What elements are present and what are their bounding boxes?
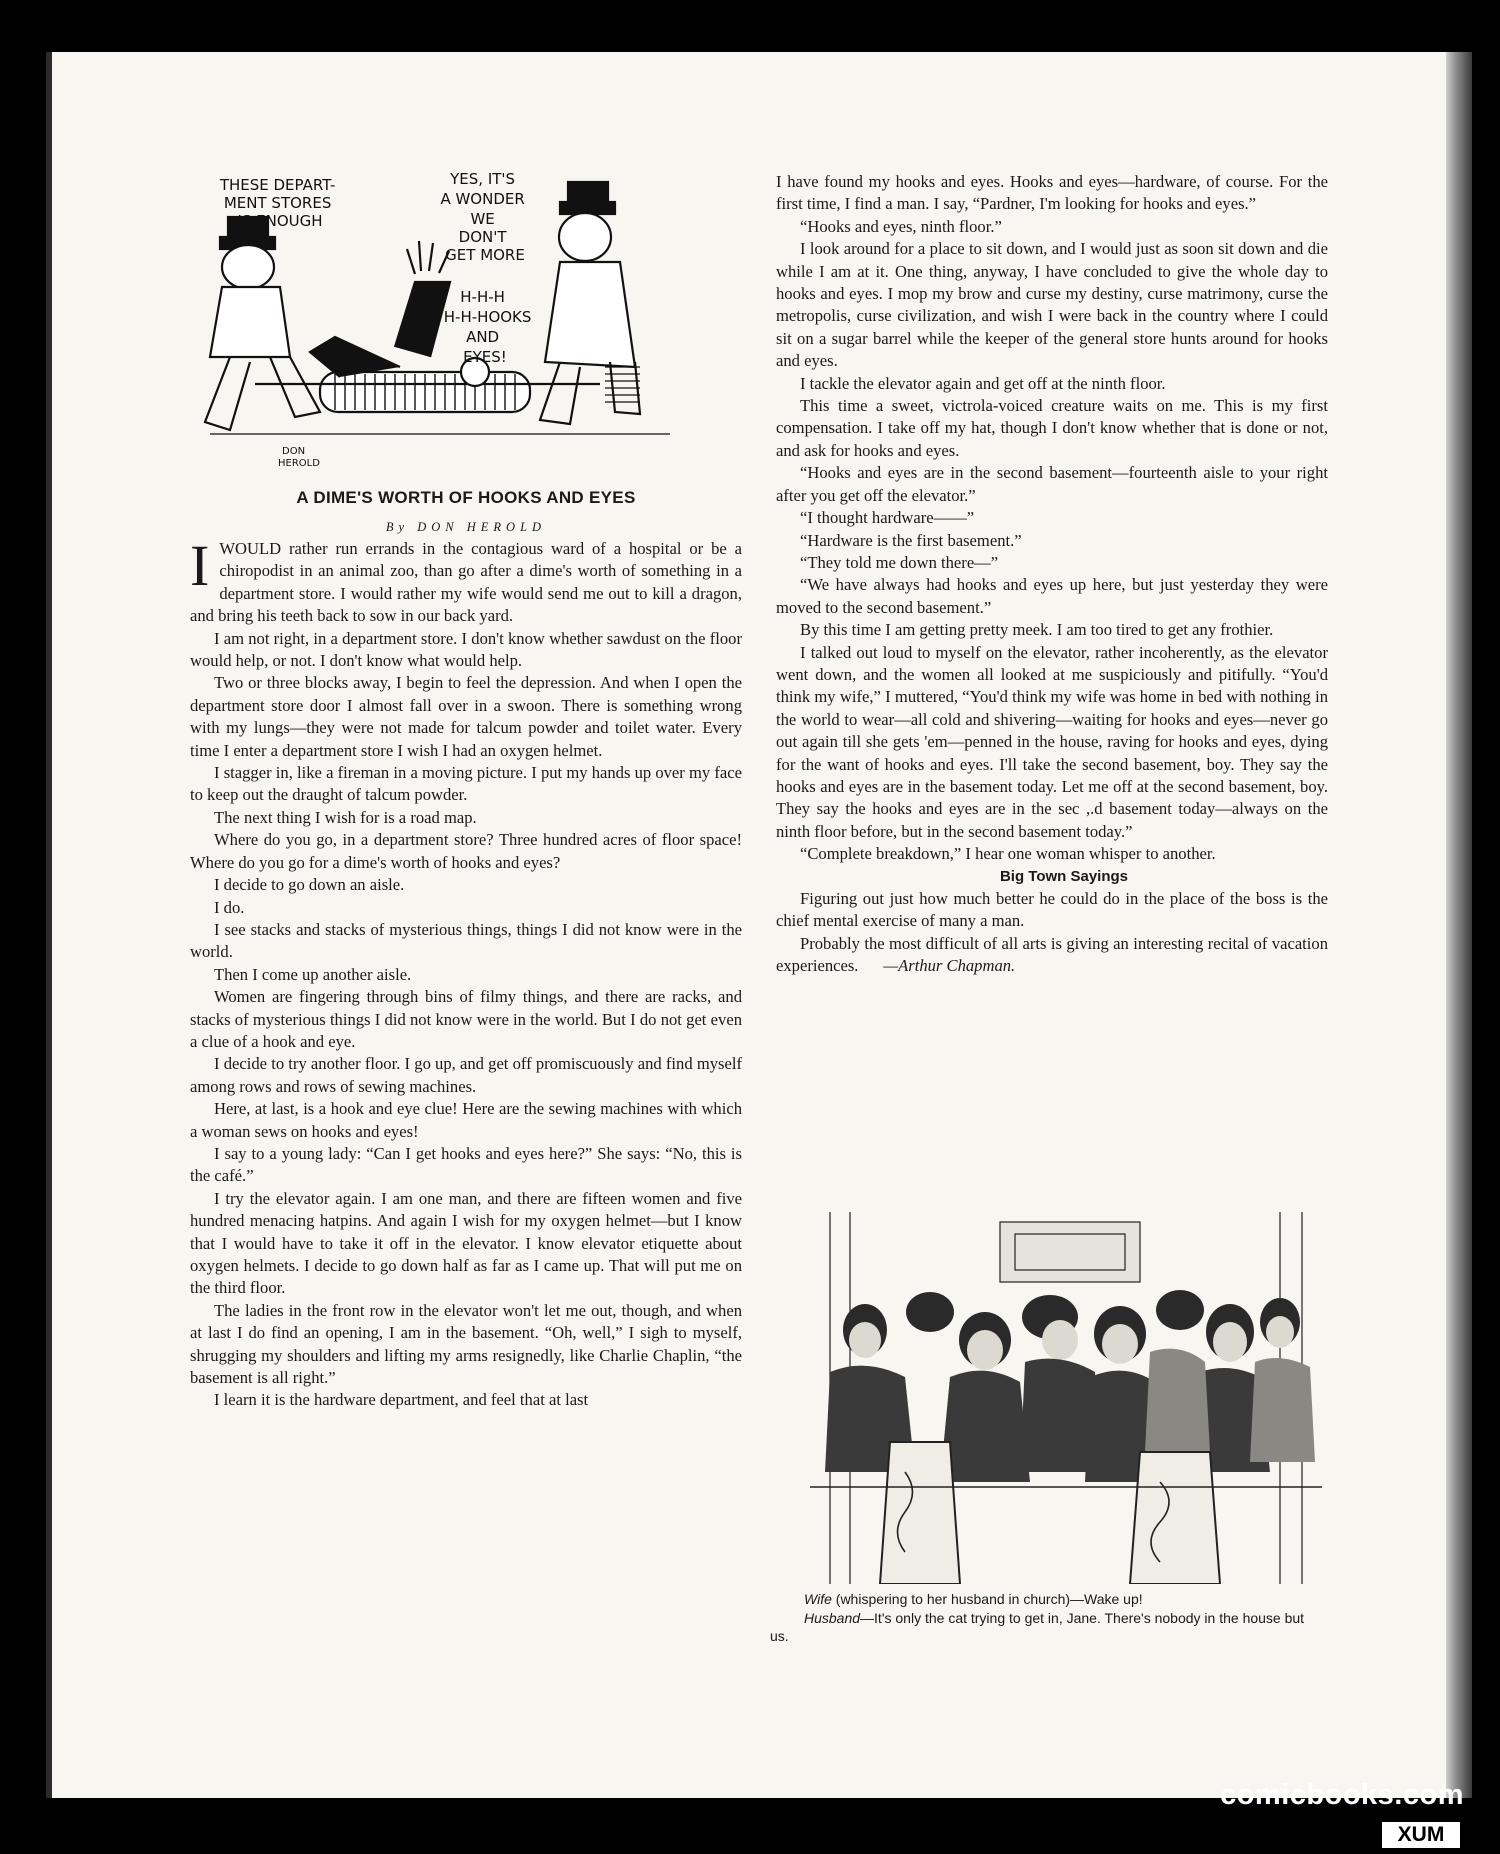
page-edge	[1446, 52, 1472, 1798]
saying: Figuring out just how much better he could do in the place of the boss is the chief mental exercise of many a man.	[776, 889, 1328, 931]
paragraph: “I thought hardware——”	[800, 508, 975, 528]
paragraph: I say to a young lady: “Can I get hooks and eyes here?” She says: “No, this is the café.”	[190, 1143, 742, 1186]
paragraph: Women are fingering through bins of filmy things, and there are racks, and stacks of mysterious things I did not know were in the world. But I do not get even a clue of a hook and eye.	[190, 987, 742, 1051]
paragraph: I tackle the elevator again and get off at the ninth floor.	[800, 373, 1166, 393]
paragraph: The ladies in the front row in the elevator won't let me out, though, and when at last I do find an opening, I am in the basement. “Oh, well,” I sigh to myself, shrugging my shoulders and lifting my arms resignedly, like Charlie Chaplin, “the basement is all right.”	[190, 1300, 742, 1388]
paragraph: I am not right, in a department store. I don't know whether sawdust on the floor would help, or not. I don't know what would help.	[190, 628, 742, 671]
caption-line: Husband—It's only the cat trying to get in, Jane. There's nobody in the house but us.	[770, 1609, 1305, 1644]
paragraph: I talked out loud to myself on the elevator, rather incoherently, as the elevator went down, and the women all looked at me suspiciously and pitifully. “You'd think my wife,” I muttered, “You'd think my wife was home in bed with nothing in the world to wear—all cold and shivering—waiting for hooks and eyes—never go out again till she gets 'em—penned in the house, raving for hooks and eyes, dying for the want of hooks and eyes. I'll take the second basement, boy. They say the hooks and eyes are in the basement today. Let me off at the second basement, boy. They say the hooks and eyes are in the sec ,.d basement today—always on the ninth floor before, but in the second basement today.”	[776, 642, 1328, 841]
sayings-title: Big Town Sayings	[999, 867, 1129, 885]
paragraph: I learn it is the hardware department, and feel that at last	[214, 1390, 589, 1410]
article-byline: By DON HEROLD	[385, 520, 547, 534]
church-cartoon	[810, 1212, 1322, 1584]
paragraph: I decide to go down an aisle.	[214, 875, 405, 895]
paragraph: “They told me down there—”	[800, 552, 999, 572]
right-column	[776, 171, 1328, 978]
paragraph: I look around for a place to sit down, and I would just as soon sit down and die while I am at it. One thing, anyway, I have concluded to give the whole day to hooks and eyes. I mop my brow and curse my destiny, curse matrimony, curse the metropolis, curse civilization, and wish I were back in the country where I could sit on a sugar barrel while the keeper of the general store hunts around for hooks and eyes.	[776, 239, 1328, 371]
article-title: A DIME'S WORTH OF HOOKS AND EYES	[296, 488, 636, 507]
paragraph: Then I come up another aisle.	[214, 964, 412, 984]
paragraph: “Hooks and eyes, ninth floor.”	[800, 216, 1002, 236]
saying: Probably the most difficult of all arts is giving an interesting recital of vacation experiences. —Arthur Chapman.	[776, 933, 1328, 976]
watermark-tag: XUM	[1382, 1822, 1460, 1848]
paragraph: I see stacks and stacks of mysterious things, things I did not know were in the world.	[190, 919, 742, 962]
paragraph: Here, at last, is a hook and eye clue! Here are the sewing machines with which a woman sews on hooks and eyes!	[190, 1099, 742, 1141]
bubble-center: H-H-H H-H-HOOKS AND EYES!	[443, 288, 532, 366]
drop-cap: I	[190, 533, 210, 598]
bubble-left: THESE DEPART- MENT STORES IS ENOUGH	[219, 176, 336, 230]
cartoon-stretcher	[200, 162, 680, 472]
paragraph: This time a sweet, victrola-voiced creature waits on me. This is my first compensation. I take off my hat, though I don't know whether that is done or not, and ask for hooks and eyes.	[776, 396, 1328, 460]
paragraph: “Hardware is the first basement.”	[800, 530, 1022, 550]
paragraph: I have found my hooks and eyes. Hooks and eyes—hardware, of course. For the first time, I find a man. I say, “Pardner, I'm looking for hooks and eyes.”	[776, 172, 1328, 214]
watermark-site: comicbooks.com	[1220, 1779, 1464, 1811]
paragraph: Two or three blocks away, I begin to feel the depression. And when I open the department store door I almost fall over in a swoon. There is something wrong with my lungs—they were not made for talcum powder and toilet water. Every time I enter a department store I wish I had an oxygen helmet.	[190, 673, 742, 760]
left-column	[190, 533, 742, 1412]
paragraph: “Complete breakdown,” I hear one woman whisper to another.	[800, 844, 1216, 864]
paragraph: I decide to try another floor. I go up, and get off promiscuously and find myself among rows and rows of sewing machines.	[190, 1054, 742, 1096]
paragraph: I stagger in, like a fireman in a moving picture. I put my hands up over my face to keep out the draught of talcum powder.	[190, 763, 742, 805]
church-caption	[770, 1590, 1325, 1646]
paragraph: By this time I am getting pretty meek. I am too tired to get any frothier.	[800, 620, 1274, 640]
first-paragraph: I WOULD rather run errands in the contagious ward of a hospital or be a chiropodist in an animal zoo, than go after a dime's worth of something in a department store. I would rather my wife would send me out to kill a dragon, and bring his teeth back to sow in our back yard.	[190, 533, 742, 626]
paragraph: I do.	[214, 897, 245, 917]
caption-line: Wife (whispering to her husband in church)—Wake up!	[804, 1591, 1143, 1607]
cartoon-signature: DON HEROLD	[278, 446, 320, 469]
bubble-right: YES, IT'S A WONDER WE DON'T GET MORE	[440, 170, 525, 264]
caption-speaker: Husband	[804, 1609, 861, 1626]
caption-speaker: Wife	[804, 1591, 832, 1607]
paragraph: The next thing I wish for is a road map.	[214, 807, 477, 827]
paragraph: “Hooks and eyes are in the second basement—fourteenth aisle to your right after you get off the elevator.”	[776, 463, 1328, 505]
paragraph: “We have always had hooks and eyes up here, but just yesterday they were moved to the second basement.”	[776, 575, 1328, 617]
paragraph: Where do you go, in a department store? Three hundred acres of floor space! Where do you go for a dime's worth of hooks and eyes?	[190, 830, 742, 872]
paragraph: I try the elevator again. I am one man, and there are fifteen women and five hundred menacing hatpins. And again I wish for my oxygen helmet—but I know that I would have to take it off in the elevator. I know elevator etiquette about oxygen helmets. I decide to go down half as far as I came up. That will put me on the third floor.	[190, 1188, 742, 1298]
sayings-attribution: —Arthur Chapman.	[883, 956, 1016, 976]
